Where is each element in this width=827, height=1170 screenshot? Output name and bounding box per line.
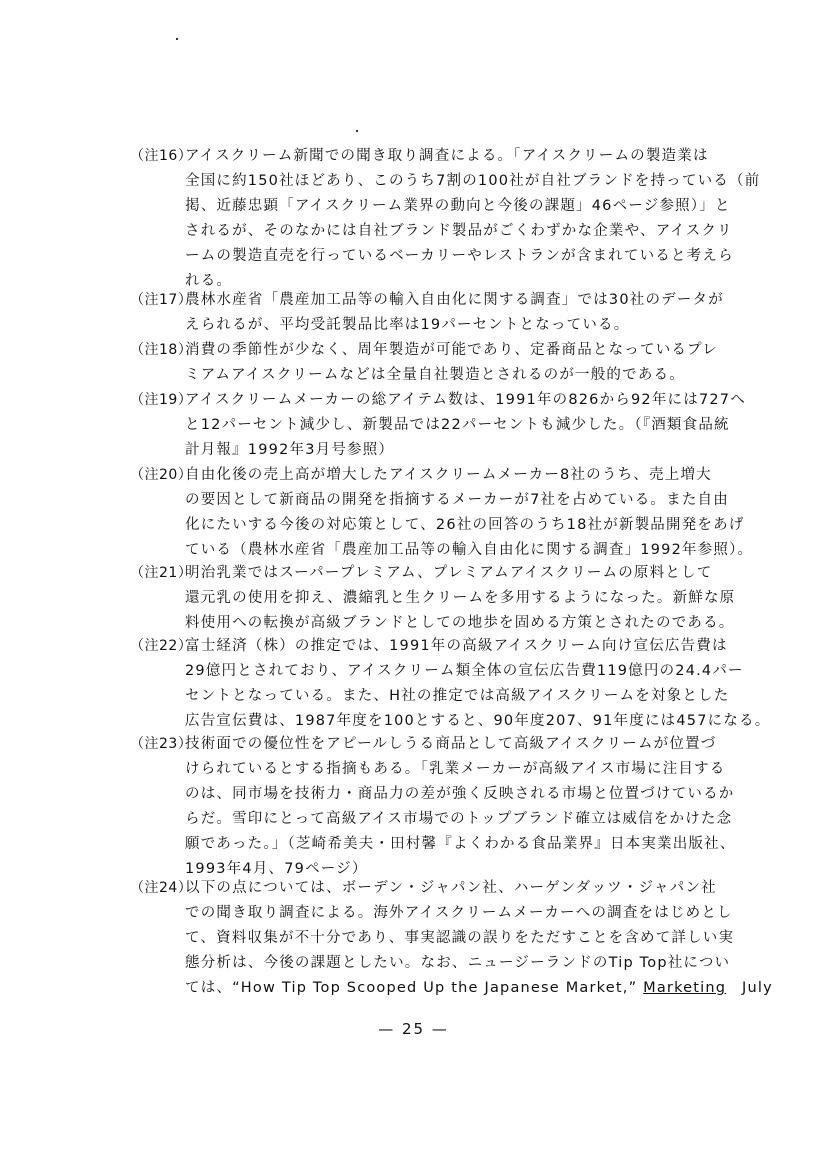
note-line: 広告宣伝費は、1987年度を100とすると、90年度207、91年度には457になる。 xyxy=(185,713,771,729)
note-line: 1993年4月、79ページ） xyxy=(185,861,368,877)
page-number: — 25 — xyxy=(378,1020,449,1038)
note-line: ームの製造直売を行っているベーカリーやレストランが含まれていると考えら xyxy=(185,248,734,264)
note-line: 自由化後の売上高が増大したアイスクリームメーカー8社のうち、売上増大 xyxy=(185,467,712,483)
note-body xyxy=(185,634,771,734)
note-16 xyxy=(130,144,761,294)
note-line: 明治乳業ではスーパープレミアム、プレミアムアイスクリームの原料として xyxy=(185,565,713,581)
note-body xyxy=(185,288,730,338)
note-line: セントとなっている。また、H社の推定では高級アイスクリームを対象とした xyxy=(185,688,730,704)
note-body xyxy=(185,388,746,463)
note-label: （注20） xyxy=(130,467,193,483)
note-18 xyxy=(130,338,730,388)
note-label: （注18） xyxy=(130,342,193,358)
note-line: て、資料収集が不十分であり、事実認識の誤りをただすことを含めて詳しい実 xyxy=(185,930,735,946)
note-body xyxy=(185,463,754,563)
note-line: 計月報』1992年3月号参照） xyxy=(185,442,395,458)
note-body xyxy=(185,144,761,294)
note-citation-text: ては、“How Tip Top Scooped Up the Japanese Market,” xyxy=(185,980,638,996)
note-line: 掲、近藤忠顕「アイスクリーム業界の動向と今後の課題」46ページ参照）」と xyxy=(185,198,731,214)
note-label: （注19） xyxy=(130,392,193,408)
note-line: ている（農林水産省「農産加工品等の輸入自由化に関する調査」1992年参照）。 xyxy=(185,542,754,558)
note-line: えられるが、平均受託製品比率は19パーセントとなっている。 xyxy=(185,317,630,333)
note-label: （注24） xyxy=(130,880,193,896)
note-body xyxy=(185,561,736,636)
note-line: れる。 xyxy=(185,273,233,289)
note-line: 技術面での優位性をアピールしうる商品として高級アイスクリームが位置づ xyxy=(185,736,717,752)
note-line: されるが、そのなかには自社ブランド製品がごくわずかな企業や、アイスクリ xyxy=(185,223,733,239)
note-22 xyxy=(130,634,771,734)
note-line: 全国に約150社ほどあり、このうち7割の100社が自社ブランドを持っている（前 xyxy=(185,173,761,189)
note-label: （注17） xyxy=(130,292,193,308)
note-line: 願であった。」（芝崎希美夫・田村馨『よくわかる食品業界』日本実業出版社、 xyxy=(185,836,736,852)
citation-month: July xyxy=(742,980,773,996)
note-line: 消費の季節性が少なく、周年製造が可能であり、定番商品となっているプレ xyxy=(185,342,718,358)
note-line: ミアムアイスクリームなどは全量自社製造とされるのが一般的である。 xyxy=(185,367,685,383)
note-line-last xyxy=(185,976,773,1001)
note-line: 富士経済（株）の推定では、1991年の高級アイスクリーム向け宣伝広告費は xyxy=(185,638,728,654)
note-24 xyxy=(130,876,773,1001)
note-line: 化にたいする今後の対応策として、26社の回答のうち18社が新製品開発をあげ xyxy=(185,517,745,533)
note-line: での聞き取り調査による。海外アイスクリームメーカーへの調査をはじめとし xyxy=(185,905,733,921)
scan-mark xyxy=(176,38,178,40)
note-label: （注22） xyxy=(130,638,193,654)
note-line: のは、同市場を技術力・商品力の差が強く反映される市場と位置づけているか xyxy=(185,786,735,802)
note-line: アイスクリーム新聞での聞き取り調査による。「アイスクリームの製造業は xyxy=(185,148,709,164)
note-line: 態分析は、今後の課題としたい。なお、ニュージーランドのTip Top社につい xyxy=(185,955,731,971)
journal-title: Marketing xyxy=(643,980,727,996)
note-body xyxy=(185,876,773,1001)
note-20 xyxy=(130,463,754,563)
note-line: の要因として新商品の開発を指摘するメーカーが7社を占めている。また自由 xyxy=(185,492,729,508)
note-label: （注23） xyxy=(130,736,193,752)
note-19 xyxy=(130,388,746,463)
note-17 xyxy=(130,288,730,338)
note-label: （注16） xyxy=(130,148,193,164)
note-line: 還元乳の使用を抑え、濃縮乳と生クリームを多用するようになった。新鮮な原 xyxy=(185,590,736,606)
scan-mark xyxy=(356,130,358,132)
note-line: 29億円とされており、アイスクリーム類全体の宣伝広告費119億円の24.4パー xyxy=(185,663,744,679)
note-body xyxy=(185,338,730,388)
note-line: アイスクリームメーカーの総アイテム数は、1991年の826から92年には727へ xyxy=(185,392,746,408)
note-23 xyxy=(130,732,736,882)
note-line: 農林水産省「農産加工品等の輸入自由化に関する調査」では30社のデータが xyxy=(185,292,724,308)
note-label: （注21） xyxy=(130,565,193,581)
note-line: と12パーセント減少し、新製品では22パーセントも減少した。（『酒類食品統 xyxy=(185,417,730,433)
note-line: けられているとする指摘もある。「乳業メーカーが高級アイス市場に注目する xyxy=(185,761,726,777)
note-line: 以下の点については、ボーデン・ジャパン社、ハーゲンダッツ・ジャパン社 xyxy=(185,880,717,896)
note-body xyxy=(185,732,736,882)
note-line: らだ。雪印にとって高級アイス市場でのトップブランド確立は威信をかけた念 xyxy=(185,811,733,827)
note-line: 料使用への転換が高級ブランドとしての地歩を固める方策とされたのである。 xyxy=(185,615,735,631)
note-21 xyxy=(130,561,736,636)
